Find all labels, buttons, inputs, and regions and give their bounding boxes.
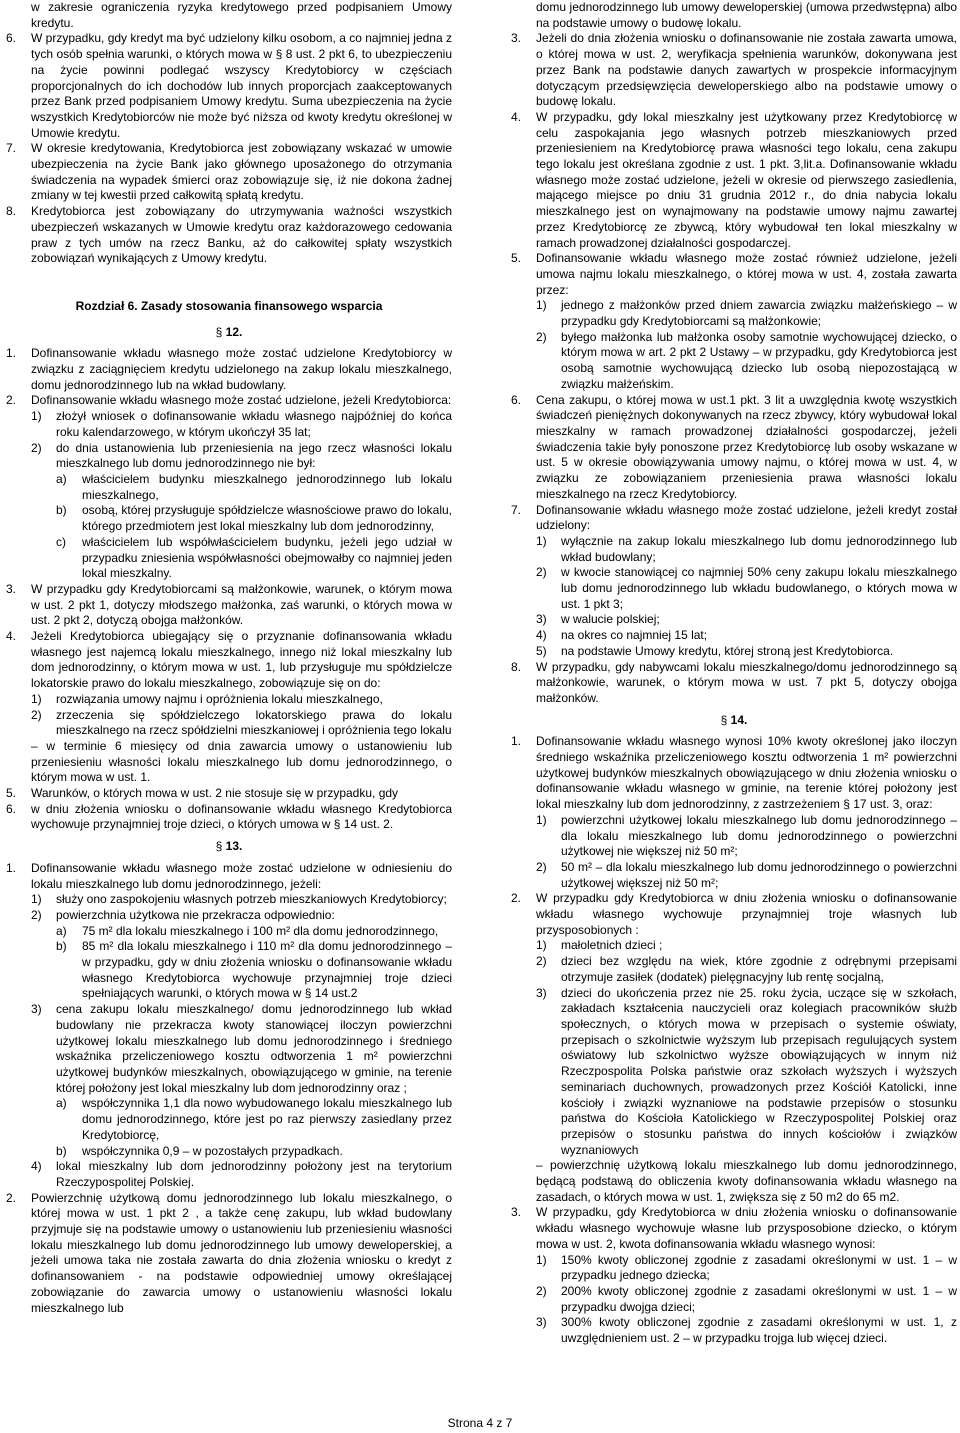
- page-number: Strona 4 z 7: [447, 1416, 513, 1430]
- list-item: a) właścicielem budynku mieszkalnego jednorodzinnego lub lokalu mieszkalnego,: [56, 471, 452, 502]
- list-item: a) współczynnika 1,1 dla nowo wybudowanego lokalu mieszkalnego lub domu jednorodzinnego, które jest po raz pierwszy zasiedlany przez Kredytobiorcę,: [56, 1096, 452, 1142]
- list-item: b) osobą, której przysługuje spółdzielcze własnościowe prawo do lokalu, którego przedmiotem jest lokal mieszkalny lub dom jednorodzinny,: [56, 503, 452, 534]
- list-item: 1) rozwiązania umowy najmu i opróżnienia lokalu mieszkalnego,: [31, 691, 383, 706]
- chapter-title: Rozdział 6. Zasady stosowania finansowego wsparcia: [75, 298, 383, 313]
- list-item: 6. Cena zakupu, o której mowa w ust.1 pkt. 3 lit a uwzględnia kwotę wszystkich świadczeń pieniężnych dokonywanych na rzecz zbywcy, który wybudował lokal mieszkalny w ramach prowadzonej działalności gospodarczej, jeżeli świadczenia takie były ponoszone przez Kredytobiorcę lub osoby wskazane w ust. 5 w okresie obowiązywania umowy najmu, o której mowa w ust. 4, w związku ze zobowiązaniem przeniesienia prawa własności lokalu mieszkalnego na rzecz Kredytobiorcy.: [511, 392, 957, 501]
- list-item: 3. Jeżeli do dnia złożenia wniosku o dofinansowanie nie została zawarta umowa, o której mowa w ust. 2, weryfikacja spełnienia warunków, dokonywana jest przez Bank na podstawie danych zawartych w prospekcie informacyjnym dotyczącym przedsięwzięcia deweloperskiego albo na podstawie umowy o budowę lokalu.: [511, 31, 957, 109]
- list-item: 2) do dnia ustanowienia lub przeniesienia na jego rzecz własności lokalu mieszkalnego lub domu jednorodzinnego nie był:: [31, 440, 452, 471]
- section-heading-13: § 13.: [215, 839, 243, 854]
- list-item: 1) wyłącznie na zakup lokalu mieszkalnego lub domu jednorodzinnego lub wkład budowlany;: [536, 533, 957, 564]
- list-item: 2) 50 m² – dla lokalu mieszkalnego lub domu jednorodzinnego o powierzchni użytkowej większej niż 50 m²;: [536, 859, 957, 890]
- list-item: 2. W przypadku gdy Kredytobiorca w dniu złożenia wniosku o dofinansowanie wkładu własnego wychowuje przynajmniej troje własnych lub przysposobionych :: [511, 891, 957, 937]
- right-column: [511, 0, 957, 1347]
- list-item: 7. W okresie kredytowania, Kredytobiorca jest zobowiązany wskazać w umowie ubezpieczenia na życie Bank jako głównego uposażonego do otrzymania świadczenia na wypadek śmierci oraz zobowiązuje się, iż nie dokona żadnej zmiany w tej kwestii przed całkowitą spłatą kredytu.: [6, 141, 452, 203]
- list-item: b) współczynnika 0,9 – w pozostałych przypadkach.: [56, 1143, 343, 1158]
- list-item: 1) służy ono zaspokojeniu własnych potrzeb mieszkaniowych Kredytobiorcy;: [31, 892, 447, 907]
- paragraph-continuation: w zakresie ograniczenia ryzyka kredytowego przed podpisaniem Umowy kredytu.: [31, 0, 452, 30]
- paragraph-continuation: – w terminie 6 miesięcy od dnia zawarcia umowy o ustanowieniu lub przeniesieniu własności lokalu mieszkalnego lub domu jednorodzinnego, o którym mowa w ust. 1.: [31, 738, 452, 785]
- paragraph-continuation: – powierzchnię użytkową lokalu mieszkalnego lub domu jednorodzinnego, będącą podstawą do obliczenia kwoty dofinansowania wkładu własnego na zasadach, o których mowa w ust. 1, zwiększa się z 50 m2 do 65 m2.: [536, 1158, 957, 1204]
- list-item: 3) cena zakupu lokalu mieszkalnego/ domu jednorodzinnego lub wkład budowlany nie przekracza kwoty stanowiącej iloczyn powierzchni użytkowej lokalu mieszkalnego lub domu jednorodzinnego i średniego wskaźnika przeliczeniowego kosztu odtworzenia 1 m² powierzchni użytkowej budynków mieszkalnych, obowiązującego w gminie, na terenie której położony jest lokal mieszkalny lub dom jednorodzinny oraz ;: [31, 1002, 452, 1095]
- list-item: 3) w walucie polskiej;: [536, 612, 660, 627]
- list-item: 2) w kwocie stanowiącej co najmniej 50% ceny zakupu lokalu mieszkalnego lub domu jednorodzinnego lub wkładu budowlanego, o których mowa w ust. 1 pkt 3;: [536, 565, 957, 611]
- list-item: 1. Dofinansowanie wkładu własnego wynosi 10% kwoty określonej jako iloczyn średniego wskaźnika przeliczeniowego kosztu odtworzenia 1 m² powierzchni użytkowej budynków mieszkalnych obowiązującego w dniu złożenia wniosku o dofinansowanie wkładu własnego w gminie, na terenie której położony jest lokal mieszkalny lub dom jednorodzinny, z zastrzeżeniem § 17 ust. 3, oraz:: [511, 734, 957, 812]
- list-item: 5. Warunków, o których mowa w ust. 2 nie stosuje się w przypadku, gdy: [6, 786, 399, 801]
- list-item: 1) jednego z małżonków przed dniem zawarcia związku małżeńskiego – w przypadku gdy Kredytobiorcami są małżonkowie;: [536, 298, 957, 329]
- list-item: 1) 150% kwoty obliczonej zgodnie z zasadami określonymi w ust. 1 – w przypadku jednego dziecka;: [536, 1252, 957, 1283]
- list-item: 4. Jeżeli Kredytobiorca ubiegający się o przyznanie dofinansowania wkładu własnego jest najemcą lokalu mieszkalnego, innego niż lokal mieszkalny lub dom jednorodzinny, o którym mowa w ust. 1, lub przysługuje mu spółdzielcze lokatorskie prawo do lokalu mieszkalnego, zobowiązuje się on do:: [6, 629, 452, 691]
- list-item: 6. W przypadku, gdy kredyt ma być udzielony kilku osobom, a co najmniej jedna z tych osób spełnia warunki, o których mowa w § 8 ust. 2 pkt 6, to ubezpieczeniu na życie powinni podlegać wszyscy Kredytobiorcy w częściach proporcjonalnych do ich dochodów lub innych proporcjach zaakceptowanych przez Bank przed podpisaniem Umowy kredytu. Suma ubezpieczenia na życie wszystkich Kredytobiorców nie może być niższa od kwoty kredytu określonej w Umowie kredytu.: [6, 31, 452, 140]
- list-item: 6. w dniu złożenia wniosku o dofinansowanie wkładu własnego Kredytobiorca wychowuje przynajmniej troje dzieci, o których umowa w § 14 ust. 2.: [6, 801, 452, 832]
- list-item: 2) dzieci bez względu na wiek, które zgodnie z odrębnymi przepisami otrzymuje zasiłek (dodatek) pielęgnacyjny lub rentę socjalną,: [536, 954, 957, 984]
- list-item: 1) małoletnich dzieci ;: [536, 938, 663, 953]
- list-item: 1. Dofinansowanie wkładu własnego może zostać udzielone Kredytobiorcy w związku z zaciągnięciem kredytu udzielonego na zakup lokalu mieszkalnego, domu jednorodzinnego lub na wkład budowlany.: [6, 346, 452, 392]
- list-item: 1) powierzchni użytkowej lokalu mieszkalnego lub domu jednorodzinnego – dla lokalu mieszkalnego lub domu jednorodzinnego o powierzchni użytkowej nie większej niż 50 m²;: [536, 812, 957, 859]
- list-item: 3. W przypadku, gdy Kredytobiorca w dniu złożenia wniosku o dofinansowanie wkładu własnego wychowuje własne lub przysposobione dziecko, o którym mowa w ust. 2, kwota dofinansowania wkładu własnego wynosi:: [511, 1205, 957, 1251]
- list-item: 2) byłego małżonka lub małżonka osoby samotnie wychowującej dziecko, o którym mowa w art. 2 pkt 2 Ustawy – w przypadku, gdy Kredytobiorca jest osobą samotnie wychowującą dziecko lub osobą niepozostającą w związku małżeńskim.: [536, 329, 957, 391]
- list-item: 8. W przypadku, gdy nabywcami lokalu mieszkalnego/domu jednorodzinnego są małżonkowie, warunek, o którym mowa w ust. 7 pkt 5, dotyczy obojga małżonków.: [511, 659, 957, 705]
- list-item: 2. Dofinansowanie wkładu własnego może zostać udzielone, jeżeli Kredytobiorca:: [6, 393, 452, 408]
- paragraph-continuation: domu jednorodzinnego lub umowy deweloperskiej (umowa przedwstępna) albo na podstawie umowy o budowę lokalu.: [536, 0, 957, 30]
- list-item: 4) lokal mieszkalny lub dom jednorodzinny położony jest na terytorium Rzeczypospolitej Polskiej.: [31, 1159, 452, 1189]
- list-item: 1. Dofinansowanie wkładu własnego może zostać udzielone w odniesieniu do lokalu mieszkalnego lub domu jednorodzinnego, jeżeli:: [6, 860, 452, 891]
- list-item: 3. W przypadku gdy Kredytobiorcami są małżonkowie, warunek, o którym mowa w ust. 2 pkt 1, dotyczy młodszego małżonka, zaś warunki, o których mowa w ust. 2 pkt 2, dotyczą obojga małżonków.: [6, 581, 452, 628]
- list-item: 8. Kredytobiorca jest zobowiązany do utrzymywania ważności wszystkich ubezpieczeń wskazanych w Umowie kredytu oraz każdorazowego cedowania praw z tych umów na rzecz Banku, aż do całkowitej spłaty wszystkich zobowiązań wynikających z Umowy kredytu.: [6, 204, 452, 266]
- list-item: 4) na okres co najmniej 15 lat;: [536, 628, 708, 643]
- section-heading-14: § 14.: [720, 712, 748, 727]
- list-item: b) 85 m² dla lokalu mieszkalnego i 110 m² dla domu jednorodzinnego – w przypadku, gdy w dniu złożenia wniosku o dofinansowanie wkładu własnego Kredytobiorca wychowuje przynajmniej troje dzieci spełniających warunki, o których mowa w § 14 ust.2: [56, 939, 452, 1001]
- section-heading-12: § 12.: [215, 324, 243, 339]
- list-item: 3) dzieci do ukończenia przez nie 25. roku życia, uczące się w szkołach, zakładach kształcenia nauczycieli oraz kolegiach pracowników służb społecznych, o których mowa w przepisach o systemie oświaty, przepisach o szkolnictwie wyższym lub przepisach regulujących system oświatowy lub szkolnictwo wyższe obowiązujących w innym niż Rzeczpospolita Polska państwie oraz szkołach wyższych i wyższych seminariach duchownych, prowadzonych przez Kościół Katolicki, inne kościoły i związki wyznaniowe na podstawie przepisów o stosunku państwa do Kościoła Katolickiego w Rzeczypospolitej Polskiej oraz przepisów o stosunku państwa do innych kościołów i związków wyznaniowych: [536, 985, 957, 1157]
- list-item: 2. Powierzchnię użytkową domu jednorodzinnego lub lokalu mieszkalnego, o której mowa w ust. 1 pkt 2 , a także cenę zakupu, lub wkład budowlany przyjmuje się na podstawie umowy o ustanowieniu lub przeniesieniu własności lokalu mieszkalnego lub domu jednorodzinnego lub umowy deweloperskiej, a jeżeli umowa taka nie została zawarta do dnia złożenia wniosku o kredyt z dofinansowaniem - na podstawie odpowiedniej umowy określającej zobowiązanie do zawarcia umowy o ustanowieniu własności lokalu mieszkalnego lub: [6, 1190, 452, 1315]
- left-column: [6, 0, 452, 1316]
- list-item: 7. Dofinansowanie wkładu własnego może zostać udzielone, jeżeli kredyt został udzielony:: [511, 502, 957, 533]
- page-footer: [0, 1416, 960, 1430]
- list-item: 5) na podstawie Umowy kredytu, której stroną jest Kredytobiorca.: [536, 643, 894, 658]
- list-item: 5. Dofinansowanie wkładu własnego może zostać również udzielone, jeżeli umowa najmu lokalu mieszkalnego, o której mowa w ust. 4, została zawarta przez:: [511, 251, 957, 297]
- list-item: 4. W przypadku, gdy lokal mieszkalny jest użytkowany przez Kredytobiorcę w celu zaspokajania jego własnych potrzeb mieszkaniowych przed przeniesieniem na Kredytobiorcę prawa własności tego lokalu, cena zakupu tego lokalu jest określana zgodnie z ust. 1 pkt. 3,lit.a. Dofinansowanie wkładu własnego może zostać udzielone, jeżeli w okresie od pierwszego zasiedlenia, mającego miejsce po dniu 31 grudnia 2012 r., do dnia nabycia lokalu mieszkalnego jest on wynajmowany na podstawie umowy najmu zawartej przez Kredytobiorcę ze zbywcą, który wybudował ten lokal mieszkalny w ramach prowadzonej działalności gospodarczej.: [511, 109, 957, 250]
- list-item: 3) 300% kwoty obliczonej zgodnie z zasadami określonymi w ust. 1, z uwzględnieniem ust. 2 – w przypadku trojga lub więcej dzieci.: [536, 1315, 957, 1346]
- list-item: 2) 200% kwoty obliczonej zgodnie z zasadami określonymi w ust. 1 – w przypadku dwojga dzieci;: [536, 1283, 957, 1314]
- list-item: 1) złożył wniosek o dofinansowanie wkładu własnego najpóźniej do końca roku kalendarzowego, w którym ukończył 35 lat;: [31, 409, 452, 439]
- list-item: a) 75 m² dla lokalu mieszkalnego i 100 m² dla domu jednorodzinnego,: [56, 923, 439, 938]
- list-item: 2) zrzeczenia się spółdzielczego lokatorskiego prawa do lokalu mieszkalnego na rzecz spółdzielni mieszkaniowej i opróżnienia tego lokalu: [31, 707, 452, 738]
- list-item: 2) powierzchnia użytkowa nie przekracza odpowiednio:: [31, 907, 335, 922]
- list-item: c) właścicielem lub współwłaścicielem budynku, jeżeli jego udział w przypadku zniesienia współwłasności obejmowałby co najmniej jeden lokal mieszkalny.: [56, 534, 452, 581]
